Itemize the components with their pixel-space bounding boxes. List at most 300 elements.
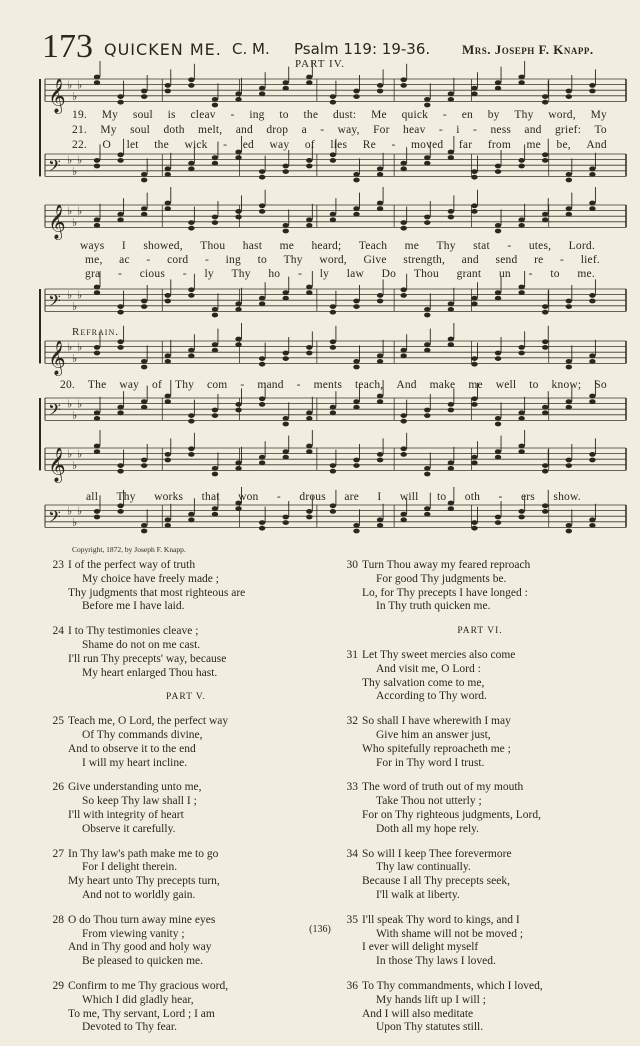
stanza-text: My hands lift up I will ; bbox=[376, 993, 486, 1006]
note-head bbox=[424, 155, 430, 160]
note-head bbox=[400, 413, 406, 418]
note-head bbox=[495, 169, 501, 174]
lyric-syllable: gra bbox=[85, 268, 101, 280]
right-stanza-column bbox=[340, 559, 620, 1046]
lyric-syllable: melt, bbox=[198, 124, 223, 136]
note-head bbox=[188, 220, 194, 225]
lyric-syllable: word, bbox=[319, 254, 347, 266]
lyric-syllable: send bbox=[495, 254, 518, 266]
note-head bbox=[306, 351, 312, 356]
note-head bbox=[117, 217, 123, 222]
flat-icon: ♭ bbox=[77, 340, 83, 354]
stanza-line bbox=[340, 994, 620, 1008]
flat-icon: ♭ bbox=[72, 89, 78, 103]
stanza-text: In those Thy laws I loved. bbox=[376, 955, 496, 968]
lyric-syllable: cious bbox=[139, 268, 166, 280]
note-head bbox=[353, 399, 359, 404]
stanza-line bbox=[340, 559, 620, 573]
note-head bbox=[117, 339, 123, 344]
stanza-line bbox=[46, 639, 326, 653]
stanza-text: Teach me, O Lord, the perfect way bbox=[68, 715, 229, 728]
note-head bbox=[495, 290, 501, 295]
stanza-line bbox=[46, 715, 326, 729]
stanza-text: Thy judgments that most righteous are bbox=[68, 586, 246, 599]
note-head bbox=[589, 89, 595, 94]
note-head bbox=[353, 529, 359, 534]
note-head bbox=[589, 172, 595, 177]
lyric-line bbox=[72, 124, 607, 136]
stanza-text: And in Thy good and holy way bbox=[68, 941, 212, 954]
note-head bbox=[400, 293, 406, 298]
note-head bbox=[448, 215, 454, 220]
lyric-syllable: ness bbox=[490, 124, 512, 136]
lyric-syllable: grant bbox=[456, 268, 482, 280]
lyric-syllable: heav bbox=[403, 124, 426, 136]
lyric-syllable: will bbox=[399, 491, 419, 503]
stanza-text: Because I all Thy precepts seek, bbox=[362, 875, 510, 888]
note-head bbox=[259, 396, 265, 401]
lyric-syllable: ho bbox=[268, 268, 281, 280]
note-head bbox=[94, 410, 100, 415]
stanza-number: 33 bbox=[346, 781, 358, 794]
note-head bbox=[283, 229, 289, 234]
note-head bbox=[377, 353, 383, 358]
note-head bbox=[377, 83, 383, 88]
lyric-syllable: drop bbox=[266, 124, 289, 136]
note-head bbox=[259, 455, 265, 460]
stanza-text: Of Thy commands divine, bbox=[82, 728, 203, 741]
note-head bbox=[306, 217, 312, 222]
note-head bbox=[471, 175, 477, 180]
note-head bbox=[424, 413, 430, 418]
note-head bbox=[542, 304, 548, 309]
note-head bbox=[330, 304, 336, 309]
lyric-syllable: - bbox=[320, 124, 325, 136]
stanza-text: Lo, for Thy precepts I have longed : bbox=[362, 586, 528, 599]
note-head bbox=[400, 83, 406, 88]
note-head bbox=[141, 304, 147, 309]
note-head bbox=[424, 220, 430, 225]
note-head bbox=[259, 86, 265, 91]
note-head bbox=[117, 212, 123, 217]
note-head bbox=[377, 166, 383, 171]
stanza bbox=[46, 625, 326, 680]
note-head bbox=[235, 337, 241, 342]
stanza-text: Thy law continually. bbox=[376, 861, 471, 874]
note-head bbox=[377, 201, 383, 206]
lyric-syllable: me bbox=[526, 139, 541, 151]
lyric-syllable: My bbox=[100, 124, 117, 136]
note-head bbox=[165, 517, 171, 522]
stanza-line bbox=[340, 848, 620, 862]
note-head bbox=[424, 466, 430, 471]
flat-icon: ♭ bbox=[67, 78, 73, 92]
note-head bbox=[235, 460, 241, 465]
stanza-text: Let Thy sweet mercies also come bbox=[362, 648, 516, 661]
note-head bbox=[188, 166, 194, 171]
lyric-syllable: to bbox=[257, 254, 267, 266]
treble-clef-icon: 𝄞 bbox=[48, 340, 66, 376]
lyric-syllable: ers bbox=[520, 491, 535, 503]
note-head bbox=[542, 94, 548, 99]
page-number-close: ) bbox=[327, 924, 331, 935]
stanza-text: I of the perfect way of truth bbox=[68, 559, 196, 571]
note-head bbox=[165, 293, 171, 298]
note-head bbox=[306, 75, 312, 80]
lyric-syllable: Thy bbox=[116, 491, 136, 503]
note-head bbox=[306, 444, 312, 449]
lyric-line bbox=[72, 109, 607, 121]
lyric-syllable: - bbox=[296, 379, 301, 391]
note-head bbox=[165, 89, 171, 94]
lyric-syllable: - bbox=[438, 124, 443, 136]
note-head bbox=[471, 362, 477, 367]
note-head bbox=[94, 158, 100, 163]
note-head bbox=[589, 353, 595, 358]
bass-clef-icon: 𝄢 bbox=[48, 155, 61, 180]
stanza-text: I to Thy testimonies cleave ; bbox=[68, 625, 199, 638]
note-head bbox=[448, 155, 454, 160]
note-head bbox=[448, 97, 454, 102]
stanza-text: Shame do not on me cast. bbox=[82, 638, 201, 651]
lyric-syllable: of bbox=[152, 379, 163, 391]
lyric-syllable: mand bbox=[257, 379, 284, 391]
stanza-text: Give him an answer just, bbox=[376, 728, 491, 741]
lyric-syllable: me. bbox=[577, 268, 595, 280]
flat-icon: ♭ bbox=[67, 340, 73, 354]
note-head bbox=[377, 299, 383, 304]
stanza-number: 35 bbox=[346, 913, 358, 926]
note-head bbox=[400, 452, 406, 457]
flat-icon: ♭ bbox=[72, 299, 78, 313]
note-head bbox=[94, 75, 100, 80]
lyric-syllable: - bbox=[146, 254, 151, 266]
lyric-syllable: moved bbox=[411, 139, 444, 151]
stanza-line bbox=[46, 600, 326, 614]
stanza-text: For I delight therein. bbox=[82, 861, 178, 874]
note-head bbox=[165, 172, 171, 177]
lyric-syllable: the bbox=[303, 109, 319, 121]
note-head bbox=[94, 345, 100, 350]
stanza-line bbox=[340, 729, 620, 743]
note-head bbox=[471, 356, 477, 361]
lyric-syllable: stat bbox=[473, 240, 490, 252]
stanza-line bbox=[340, 677, 620, 691]
note-head bbox=[212, 408, 218, 413]
note-head bbox=[471, 169, 477, 174]
stanza-text: So keep Thy law shall I ; bbox=[82, 795, 197, 808]
lyric-syllable: oth bbox=[464, 491, 481, 503]
lyric-syllable: soul bbox=[130, 124, 151, 136]
note-head bbox=[377, 517, 383, 522]
refrain-label: Refrain. bbox=[72, 326, 119, 338]
note-head bbox=[259, 362, 265, 367]
lyric-syllable: For bbox=[373, 124, 390, 136]
note-head bbox=[117, 158, 123, 163]
stanza-text: O do Thou turn away mine eyes bbox=[68, 913, 216, 926]
note-head bbox=[400, 353, 406, 358]
note-head bbox=[589, 452, 595, 457]
flat-icon: ♭ bbox=[72, 458, 78, 472]
note-head bbox=[495, 449, 501, 454]
note-head bbox=[188, 419, 194, 424]
lyric-syllable: - bbox=[276, 491, 281, 503]
stanza-line bbox=[46, 781, 326, 795]
note-head bbox=[94, 416, 100, 421]
note-head bbox=[542, 405, 548, 410]
note-head bbox=[471, 91, 477, 96]
note-head bbox=[188, 353, 194, 358]
note-head bbox=[212, 512, 218, 517]
stanza-line bbox=[340, 587, 620, 601]
note-head bbox=[283, 86, 289, 91]
note-head bbox=[117, 463, 123, 468]
note-head bbox=[212, 220, 218, 225]
note-head bbox=[235, 408, 241, 413]
note-head bbox=[589, 83, 595, 88]
stanza-text: My heart enlarged Thou hast. bbox=[82, 666, 218, 679]
stanza-text: For in Thy word I trust. bbox=[376, 756, 485, 769]
note-head bbox=[117, 310, 123, 315]
stanza-line bbox=[46, 861, 326, 875]
note-head bbox=[424, 408, 430, 413]
stanza-line bbox=[46, 795, 326, 809]
lyric-syllable: 21. bbox=[72, 124, 87, 136]
note-head bbox=[471, 296, 477, 301]
note-head bbox=[566, 463, 572, 468]
note-head bbox=[141, 523, 147, 528]
lyric-syllable: Teach bbox=[358, 240, 388, 252]
note-head bbox=[424, 313, 430, 318]
lyric-syllable: from bbox=[487, 139, 511, 151]
lyric-syllable: me bbox=[404, 240, 420, 252]
note-head bbox=[377, 206, 383, 211]
flat-icon: ♭ bbox=[67, 447, 73, 461]
note-head bbox=[330, 503, 336, 508]
lyric-syllable: Give bbox=[363, 254, 387, 266]
lyric-syllable: heard; bbox=[311, 240, 342, 252]
note-head bbox=[235, 506, 241, 511]
note-head bbox=[448, 466, 454, 471]
left-stanza-column bbox=[46, 559, 326, 1046]
note-head bbox=[589, 517, 595, 522]
flat-icon: ♭ bbox=[72, 515, 78, 529]
note-head bbox=[212, 413, 218, 418]
stanza-text: And visit me, O Lord : bbox=[376, 662, 481, 675]
note-head bbox=[141, 89, 147, 94]
note-head bbox=[141, 359, 147, 364]
treble-clef-icon: 𝄞 bbox=[48, 204, 66, 240]
note-head bbox=[165, 399, 171, 404]
note-head bbox=[165, 394, 171, 399]
lyric-syllable: To bbox=[594, 124, 607, 136]
stanza-line bbox=[46, 875, 326, 889]
note-head bbox=[424, 103, 430, 108]
stanza-line bbox=[340, 1008, 620, 1022]
lyric-syllable: all bbox=[86, 491, 99, 503]
note-head bbox=[542, 100, 548, 105]
stanza-number: 26 bbox=[52, 781, 64, 794]
note-head bbox=[330, 100, 336, 105]
note-head bbox=[165, 452, 171, 457]
lyric-line bbox=[85, 254, 600, 266]
stanza-text: My choice have freely made ; bbox=[82, 572, 219, 585]
lyric-syllable: teach, bbox=[355, 379, 384, 391]
stanza-line bbox=[46, 653, 326, 667]
note-head bbox=[400, 287, 406, 292]
note-head bbox=[188, 446, 194, 451]
bass-clef-icon: 𝄢 bbox=[48, 399, 61, 424]
lyric-syllable: Thou bbox=[413, 268, 439, 280]
note-head bbox=[471, 396, 477, 401]
stanza bbox=[340, 649, 620, 704]
note-head bbox=[188, 226, 194, 231]
note-head bbox=[518, 290, 524, 295]
stanza-line bbox=[46, 889, 326, 903]
note-head bbox=[188, 287, 194, 292]
lyric-syllable: quick bbox=[401, 109, 429, 121]
note-head bbox=[94, 444, 100, 449]
hymn-title: QUICKEN ME. bbox=[104, 40, 222, 59]
stanza bbox=[46, 715, 326, 770]
note-head bbox=[566, 206, 572, 211]
note-head bbox=[589, 394, 595, 399]
note-head bbox=[283, 169, 289, 174]
stanza-text: My heart unto Thy precepts turn, bbox=[68, 875, 220, 888]
stanza-line bbox=[46, 1021, 326, 1035]
note-head bbox=[235, 466, 241, 471]
note-head bbox=[259, 209, 265, 214]
note-head bbox=[589, 299, 595, 304]
flat-icon: ♭ bbox=[67, 153, 73, 167]
stanza-text: Thy salvation come to me, bbox=[362, 676, 485, 689]
lyric-syllable: well bbox=[495, 379, 517, 391]
note-head bbox=[235, 209, 241, 214]
stanza-text: For good Thy judgments be. bbox=[376, 572, 507, 585]
stanza-text: I will my heart incline. bbox=[82, 756, 188, 769]
note-head bbox=[235, 215, 241, 220]
note-head bbox=[542, 463, 548, 468]
lyric-syllable: ments bbox=[313, 379, 343, 391]
note-head bbox=[353, 359, 359, 364]
note-head bbox=[353, 463, 359, 468]
note-head bbox=[141, 405, 147, 410]
stanza-line bbox=[46, 757, 326, 771]
note-head bbox=[400, 419, 406, 424]
note-head bbox=[330, 410, 336, 415]
lyric-syllable: - bbox=[528, 268, 533, 280]
note-head bbox=[306, 509, 312, 514]
stanza bbox=[46, 781, 326, 836]
stanza-text: Give understanding unto me, bbox=[68, 781, 202, 794]
stanza-text: Before me I have laid. bbox=[82, 600, 185, 613]
note-head bbox=[259, 203, 265, 208]
stanza-text: Observe it carefully. bbox=[82, 822, 176, 835]
note-head bbox=[235, 97, 241, 102]
lyric-syllable: cleav bbox=[190, 109, 216, 121]
lyric-syllable: Lord. bbox=[568, 240, 595, 252]
stanza-line bbox=[340, 941, 620, 955]
note-head bbox=[259, 301, 265, 306]
note-head bbox=[448, 91, 454, 96]
note-head bbox=[94, 449, 100, 454]
lyric-syllable: be, bbox=[556, 139, 571, 151]
flat-icon: ♭ bbox=[77, 397, 83, 411]
lyric-syllable: Thy bbox=[174, 379, 195, 391]
note-head bbox=[400, 446, 406, 451]
note-head bbox=[330, 310, 336, 315]
lyric-syllable: make bbox=[429, 379, 456, 391]
lyric-syllable: ed bbox=[242, 139, 254, 151]
note-head bbox=[448, 402, 454, 407]
lyric-syllable: ing bbox=[249, 109, 265, 121]
note-head bbox=[566, 359, 572, 364]
note-head bbox=[330, 509, 336, 514]
stanza-line bbox=[46, 625, 326, 639]
stanza-text: Doth all my hope rely. bbox=[376, 822, 480, 835]
note-head bbox=[400, 348, 406, 353]
stanza-line bbox=[340, 715, 620, 729]
note-head bbox=[141, 212, 147, 217]
lyric-syllable: drous bbox=[299, 491, 326, 503]
hymn-meter: C. M. bbox=[232, 40, 270, 58]
note-head bbox=[165, 83, 171, 88]
stanza-text: Who spitefully reproacheth me ; bbox=[362, 742, 511, 755]
lyric-syllable: wick bbox=[184, 139, 208, 151]
note-head bbox=[566, 523, 572, 528]
note-head bbox=[259, 520, 265, 525]
note-head bbox=[542, 158, 548, 163]
lyric-syllable: Re bbox=[362, 139, 376, 151]
note-head bbox=[212, 215, 218, 220]
note-head bbox=[188, 77, 194, 82]
lyric-syllable: en bbox=[461, 109, 473, 121]
note-head bbox=[259, 526, 265, 531]
note-head bbox=[424, 472, 430, 477]
note-head bbox=[235, 402, 241, 407]
stanza-text: Confirm to me Thy gracious word, bbox=[68, 979, 229, 992]
note-head bbox=[471, 520, 477, 525]
lyric-syllable: utes, bbox=[528, 240, 552, 252]
lyric-syllable: - bbox=[223, 139, 228, 151]
note-head bbox=[542, 152, 548, 157]
note-head bbox=[589, 399, 595, 404]
stanza-line bbox=[46, 573, 326, 587]
treble-clef-icon: 𝄞 bbox=[48, 447, 66, 483]
note-head bbox=[94, 80, 100, 85]
note-head bbox=[424, 342, 430, 347]
lyric-syllable: - bbox=[182, 268, 187, 280]
composer: Mrs. Joseph F. Knapp. bbox=[462, 42, 594, 57]
note-head bbox=[471, 455, 477, 460]
part-heading: PART IV. bbox=[295, 58, 345, 70]
note-head bbox=[259, 356, 265, 361]
stanza-line bbox=[46, 667, 326, 681]
stanza-text: For on Thy righteous judgments, Lord, bbox=[362, 808, 541, 821]
lyric-syllable: I bbox=[377, 491, 382, 503]
note-head bbox=[330, 463, 336, 468]
lyric-syllable: I bbox=[121, 240, 126, 252]
note-head bbox=[306, 410, 312, 415]
bass-clef-icon: 𝄢 bbox=[48, 506, 61, 531]
flat-icon: ♭ bbox=[72, 351, 78, 365]
note-head bbox=[400, 512, 406, 517]
note-head bbox=[495, 296, 501, 301]
stanza-number: 27 bbox=[52, 847, 64, 860]
note-head bbox=[589, 458, 595, 463]
note-head bbox=[566, 172, 572, 177]
note-head bbox=[471, 402, 477, 407]
